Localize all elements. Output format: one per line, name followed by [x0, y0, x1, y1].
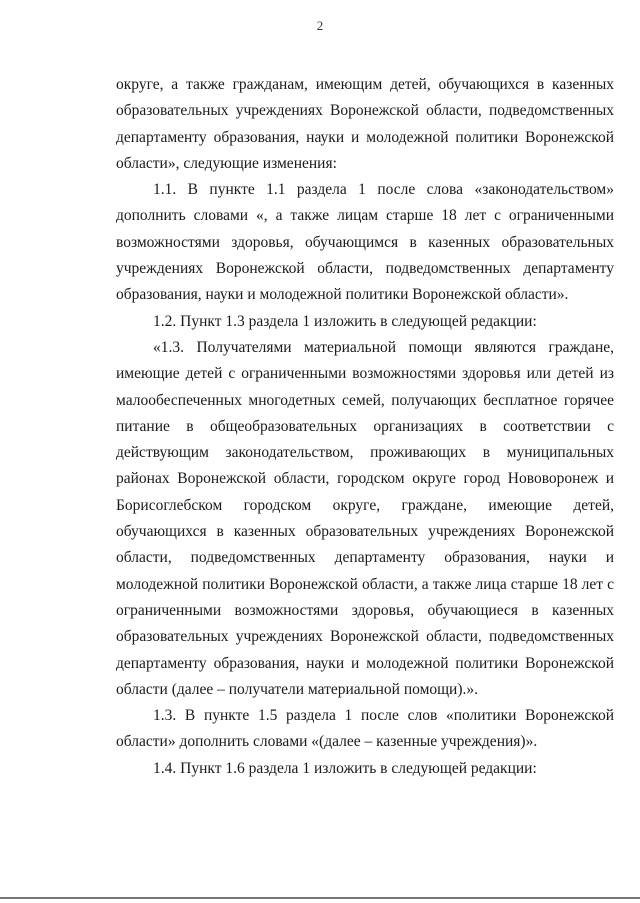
paragraph-item-1-2: 1.2. Пункт 1.3 раздела 1 изложить в следующей редакции:: [153, 312, 537, 330]
page-number: 2: [316, 18, 324, 33]
paragraph-item-1-3: 1.3. В пункте 1.5 раздела 1 после слов «политики Воронежской области» дополнить словами «(далее – казенные учреждения)».: [116, 707, 614, 751]
paragraph-item-1-4: 1.4. Пункт 1.6 раздела 1 изложить в следующей редакции:: [153, 759, 537, 777]
paragraph-item-1-3-quote: «1.3. Получателями материальной помощи являются граждане, имеющие детей с ограниченными возможностями здоровья или детей из малообеспеченных многодетных семей, получающих бесплатное горячее питание в общеобразовательных организациях в соответствии с действующим законодательством, проживающих в муниципальных районах Воронежской области, городском округе город Нововоронеж и Борисоглебском городском округе, граждане, имеющие детей, обучающихся в казенных образовательных учреждениях Воронежской области, подведомственных департаменту образования, науки и молодежной политики Воронежской области, а также лица старше 18 лет с ограниченными возможностями здоровья, обучающиеся в казенных образовательных учреждениях Воронежской области, подведомственных департаменту образования, науки и молодежной политики Воронежской области (далее – получатели материальной помощи).».: [116, 338, 614, 698]
page-bottom-edge: [0, 897, 640, 899]
document-body: [116, 72, 614, 782]
paragraph-item-1-1: 1.1. В пункте 1.1 раздела 1 после слова «законодательством» дополнить словами «, а также лицам старше 18 лет с ограниченными возможностями здоровья, обучающимся в казенных образовательных учреждениях Воронежской области, подведомственных департаменту образования, науки и молодежной политики Воронежской области».: [116, 181, 614, 304]
paragraph-continuation: округе, а также гражданам, имеющим детей, обучающихся в казенных образовательных учреждениях Воронежской области, подведомственных департаменту образования, науки и молодежной политики Воронежской области», следующие изменения:: [116, 76, 614, 172]
